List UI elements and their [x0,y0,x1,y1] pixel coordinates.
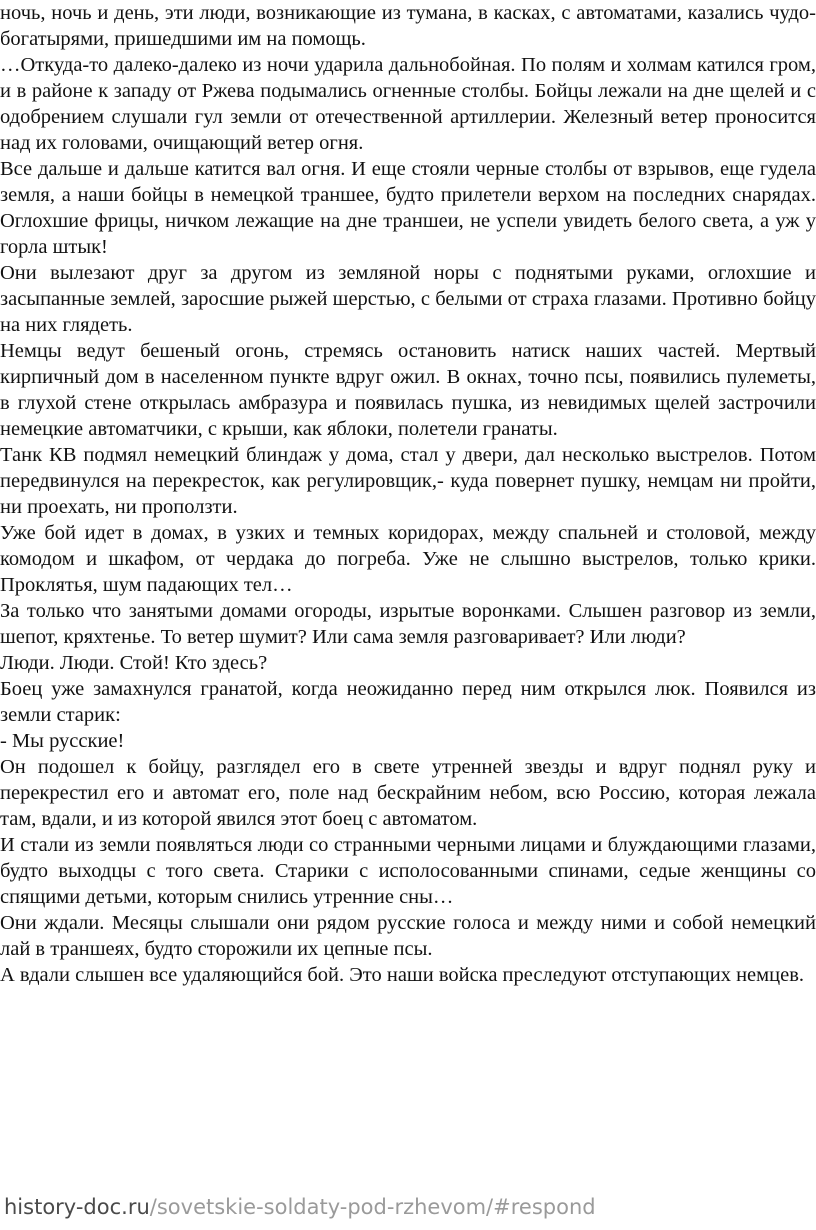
paragraph: Все дальше и дальше катится вал огня. И еще стояли черные столбы от взрывов, еще гудела земля, а наши бойцы в немецкой траншее, будто прилетели верхом на последних снарядах. Оглохшие фрицы, ничком лежащие на дне траншеи, не успели увидеть белого света, а уж у горла штык! [0,158,816,258]
paragraph: А вдали слышен все удаляющийся бой. Это наши войска преследуют отступающих немцев. [0,964,805,986]
paragraph: - Мы русские! [0,730,125,752]
source-watermark [4,1193,596,1221]
paragraph: …Откуда-то далеко-далеко из ночи ударила дальнобойная. По полям и холмам катился гром, и в районе к западу от Ржева подымались огненные столбы. Бойцы лежали на дне щелей и с одобрением слушали гул земли от отечественной артиллерии. Железный ветер проносится над их головами, очищающий ветер огня. [0,54,816,154]
paragraph: За только что занятыми домами огороды, изрытые воронками. Слышен разговор из земли, шепот, кряхтенье. То ветер шумит? Или сама земля разговаривает? Или люди? [0,600,816,648]
paragraph: Боец уже замахнулся гранатой, когда неожиданно перед ним открылся люк. Появился из земли старик: [0,678,816,726]
paragraph: Немцы ведут бешеный огонь, стремясь остановить натиск наших частей. Мертвый кирпичный дом в населенном пункте вдруг ожил. В окнах, точно псы, появились пулеметы, в глухой стене открылась амбразура и появилась пушка, из невидимых щелей застрочили немецкие автоматчики, с крыши, как яблоки, полетели гранаты. [0,340,816,440]
paragraph: Они вылезают друг за другом из земляной норы с поднятыми руками, оглохшие и засыпанные землей, заросшие рыжей шерстью, с белыми от страха глазами. Противно бойцу на них глядеть. [0,262,816,336]
paragraph: Люди. Люди. Стой! Кто здесь? [0,652,268,674]
watermark-domain: history-doc.ru [4,1195,150,1219]
paragraph: И стали из земли появляться люди со странными черными лицами и блуждающими глазами, будто выходцы с того света. Старики с исполосованными спинами, седые женщины со спящими детьми, которым снились утренние сны… [0,834,816,908]
paragraph: Они ждали. Месяцы слышали они рядом русские голоса и между ними и собой немецкий лай в траншеях, будто сторожили их цепные псы. [0,912,816,960]
paragraph: Он подошел к бойцу, разглядел его в свете утренней звезды и вдруг поднял руку и перекрестил его и автомат его, поле над бескрайним небом, всю Россию, которая лежала там, вдали, и из которой явился этот боец с автоматом. [0,756,816,830]
paragraph: Уже бой идет в домах, в узких и темных коридорах, между спальней и столовой, между комодом и шкафом, от чердака до погреба. Уже не слышно выстрелов, только крики. Проклятья, шум падающих тел… [0,522,816,596]
paragraph: Танк КВ подмял немецкий блиндаж у дома, стал у двери, дал несколько выстрелов. Потом передвинулся на перекресток, как регулировщик,- куда повернет пушку, немцам ни пройти, ни проехать, ни проползти. [0,444,816,518]
paragraph: ночь, ночь и день, эти люди, возникающие из тумана, в касках, с автоматами, казались чудо-богатырями, пришедшими им на помощь. [0,2,816,50]
watermark-path: /sovetskie-soldaty-pod-rzhevom/#respond [149,1195,596,1219]
